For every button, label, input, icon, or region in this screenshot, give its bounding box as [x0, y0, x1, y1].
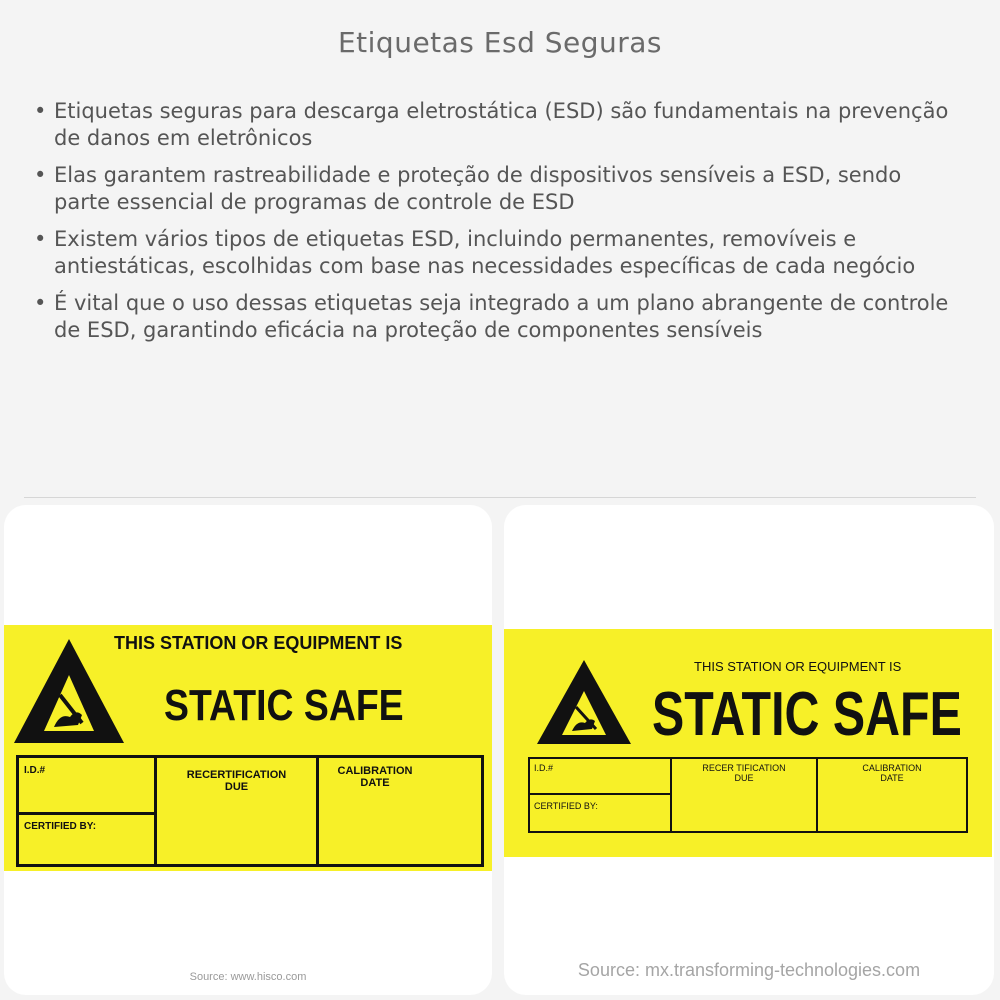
bullet-list	[32, 98, 962, 354]
image-source-left: Source: www.hisco.com	[189, 971, 307, 983]
calibration-date-field: CALIBRATION DATE	[337, 765, 413, 789]
calibration-date-field: CALIBRATION DATE	[862, 763, 922, 783]
label-top-line: THIS STATION OR EQUIPMENT IS	[694, 659, 902, 674]
bullet-item: • Existem vários tipos de etiquetas ESD, incluindo permanentes, removíveis e antiestáticas, escolhidas com base nas necessidades específicas de cada negócio	[34, 227, 916, 278]
certified-by-field: CERTIFIED BY:	[16, 813, 157, 867]
image-card-right	[504, 505, 994, 995]
label-static-safe-text: STATIC SAFE	[164, 681, 404, 730]
bullet-item: • É vital que o uso dessas etiquetas seja integrado a um plano abrangente de controle de ESD, garantindo eficácia na proteção de componentes sensíveis	[34, 291, 949, 342]
id-field: I.D.#	[528, 757, 672, 795]
certified-by-field: CERTIFIED BY:	[528, 795, 672, 833]
bullet-item: • Elas garantem rastreabilidade e proteção de dispositivos sensíveis a ESD, sendo parte essencial de programas de controle de ESD	[34, 163, 902, 214]
page-title: Etiquetas Esd Seguras	[337, 26, 663, 59]
esd-warning-icon	[10, 635, 128, 747]
esd-warning-icon	[534, 657, 634, 747]
id-field: I.D.#	[16, 755, 157, 815]
bullet-item: • Etiquetas seguras para descarga eletrostática (ESD) são fundamentais na prevenção de danos em eletrônicos	[34, 99, 949, 150]
static-safe-label-left	[4, 625, 492, 871]
image-card-left	[4, 505, 492, 995]
recertification-due-field: RECER TIFICATION DUE	[672, 757, 818, 833]
label-top-line: THIS STATION OR EQUIPMENT IS	[114, 633, 403, 653]
divider	[24, 497, 976, 498]
image-source-right: Source: mx.transforming-technologies.com	[577, 960, 921, 980]
static-safe-label-right	[504, 629, 992, 857]
label-static-safe-text: STATIC SAFE	[652, 680, 962, 749]
recertification-due-field: RECERTIFICATION DUE	[157, 755, 319, 867]
